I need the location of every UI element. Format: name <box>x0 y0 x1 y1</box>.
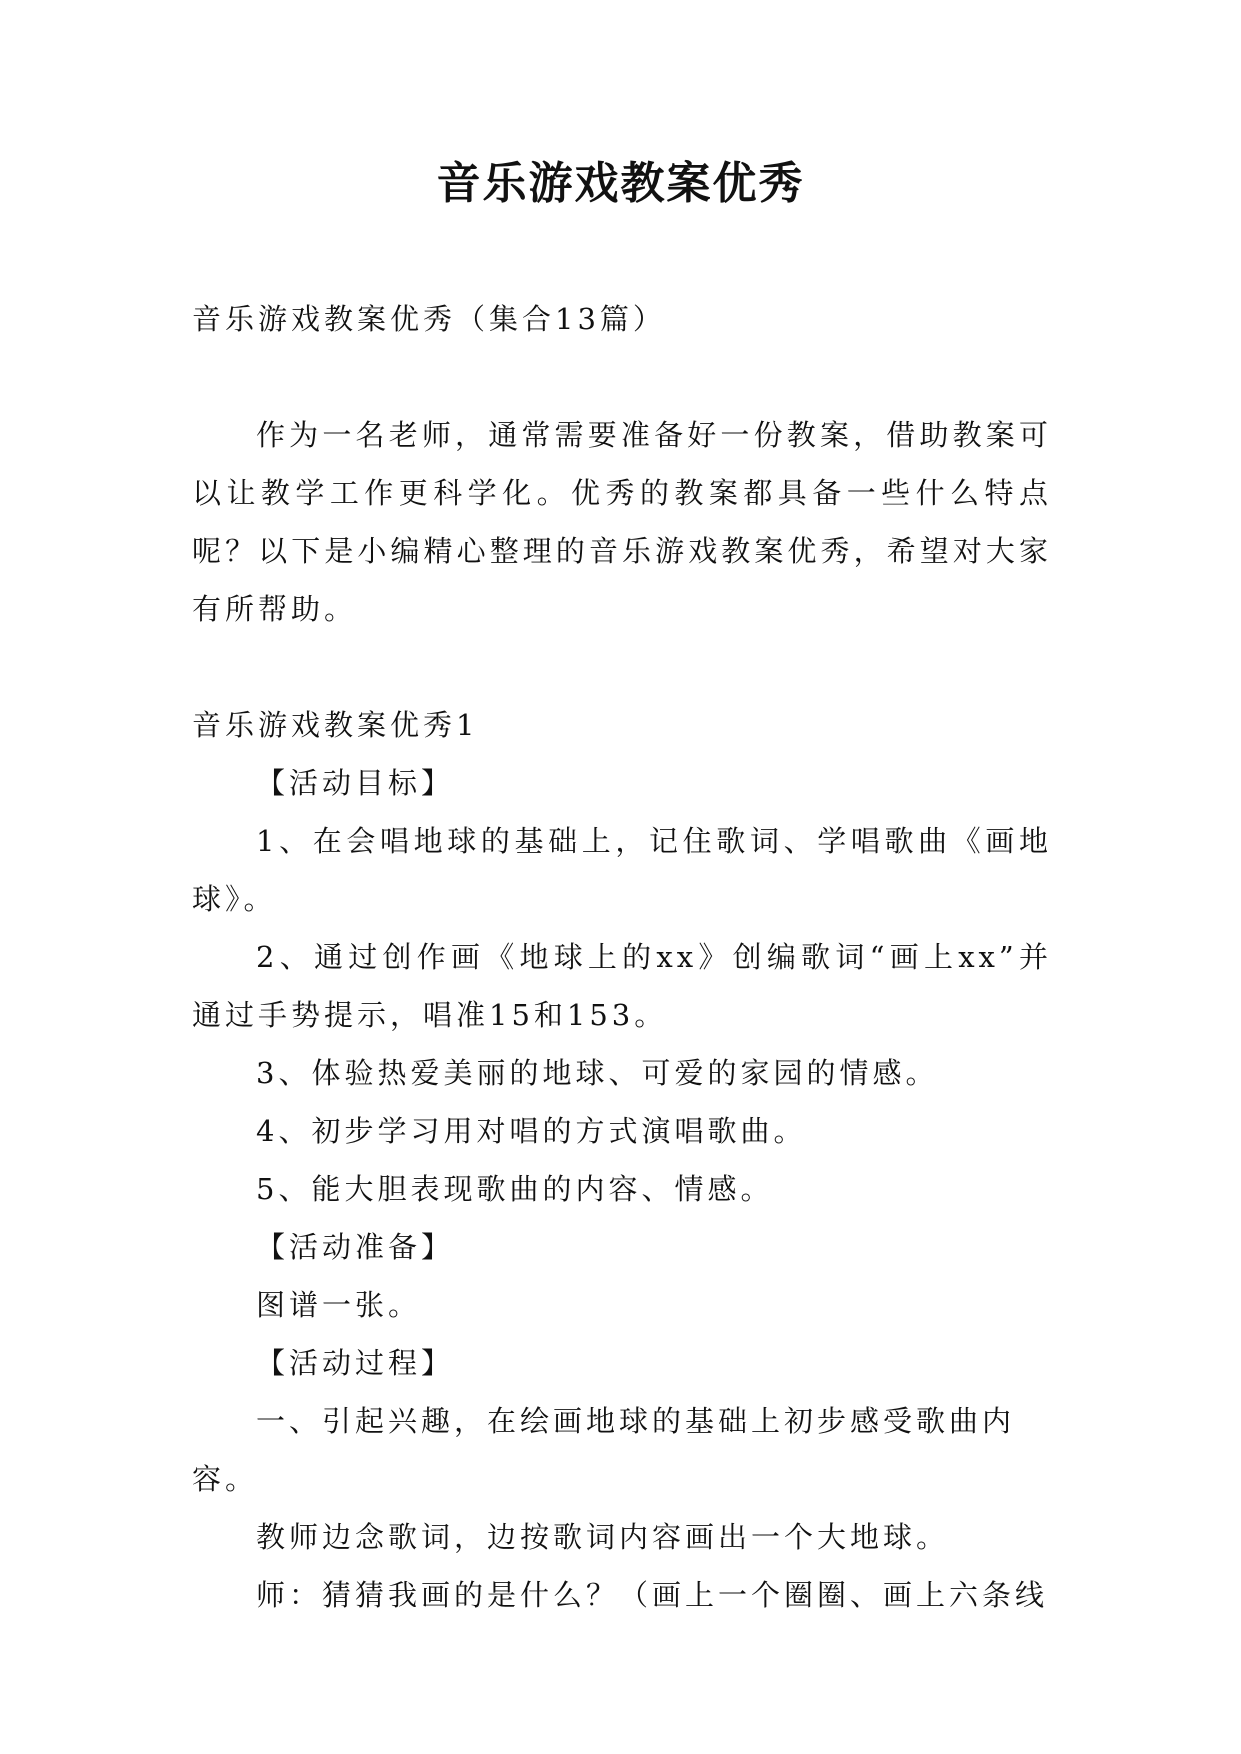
document-subtitle: 音乐游戏教案优秀（集合13篇） <box>192 302 666 336</box>
intro-paragraph: 作为一名老师，通常需要准备好一份教案，借助教案可以让教学工作更科学化。优秀的教案都具备一些什么特点呢？以下是小编精心整理的音乐游戏教案优秀，希望对大家有所帮助。 <box>192 418 1052 626</box>
goal-item: 1、在会唱地球的基础上，记住歌词、学唱歌曲《画地球》。 <box>192 824 1052 916</box>
goals-heading: 【活动目标】 <box>256 766 455 800</box>
goal-item: 4、初步学习用对唱的方式演唱歌曲。 <box>256 1114 807 1148</box>
document-title: 音乐游戏教案优秀 <box>436 158 805 209</box>
goal-item: 2、通过创作画《地球上的xx》创编歌词“画上xx”并通过手势提示，唱准15和153。 <box>192 940 1052 1032</box>
section-heading: 音乐游戏教案优秀1 <box>192 708 479 742</box>
process-heading: 【活动过程】 <box>256 1346 455 1380</box>
process-item: 师：猜猜我画的是什么？（画上一个圈圈、画上六条线 <box>256 1578 1049 1612</box>
process-item: 一、引起兴趣，在绘画地球的基础上初步感受歌曲内容。 <box>192 1404 1016 1496</box>
goal-item: 5、能大胆表现歌曲的内容、情感。 <box>256 1172 774 1206</box>
document-body <box>192 290 1052 1624</box>
process-item: 教师边念歌词，边按歌词内容画出一个大地球。 <box>256 1520 950 1554</box>
prep-text: 图谱一张。 <box>256 1288 422 1322</box>
prep-heading: 【活动准备】 <box>256 1230 455 1264</box>
goal-item: 3、体验热爱美丽的地球、可爱的家园的情感。 <box>256 1056 939 1090</box>
